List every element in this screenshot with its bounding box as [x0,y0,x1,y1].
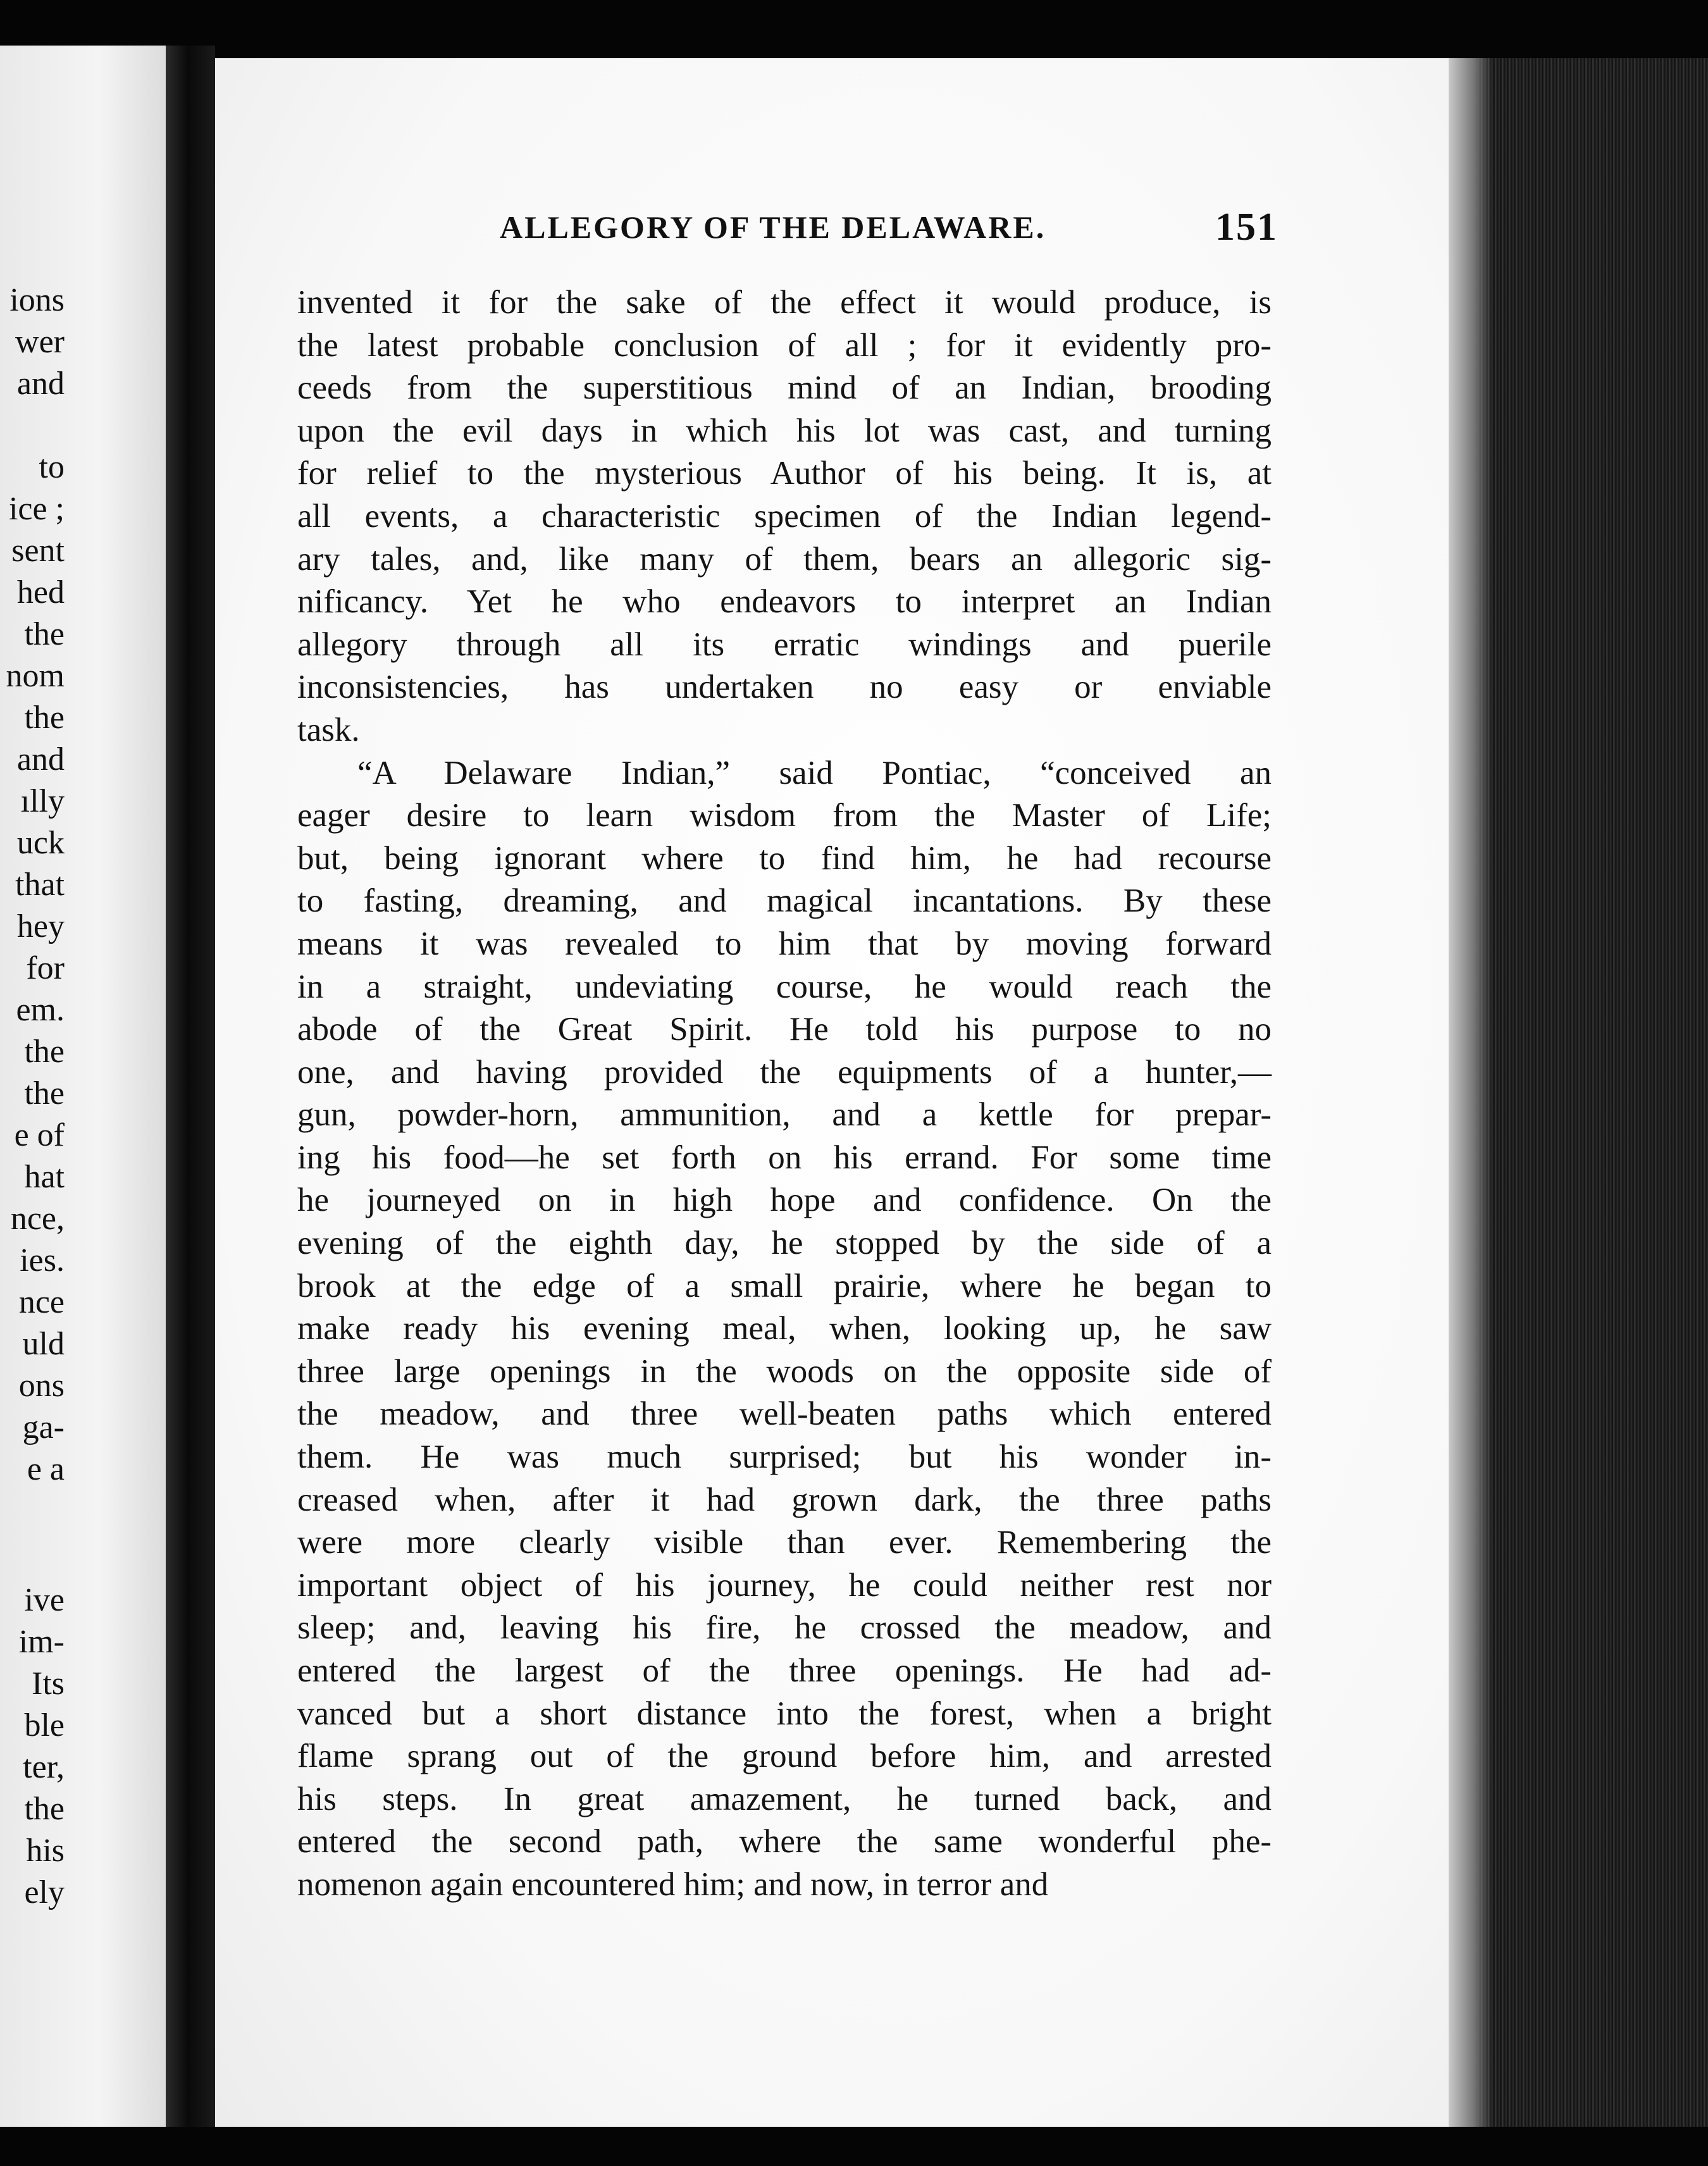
previous-page-line-fragment: hat [24,1159,65,1195]
previous-page-line-fragment [0,405,65,447]
running-head [297,206,1278,259]
previous-page-line-fragment: hed [16,574,65,610]
text-line: vanced but a short distance into the forest, when a bright [297,1695,1272,1732]
previous-page-line-fragment: that [15,867,65,903]
previous-page-line-fragment: ive [24,1582,65,1618]
previous-page-fragments-bottom [0,1580,65,1914]
previous-page-line-fragment: ons [18,1368,65,1404]
text-line: his steps. In great amazement, he turned back, and [297,1780,1272,1817]
text-line: eager desire to learn wisdom from the Master of Life; [297,797,1272,834]
previous-page-line-fragment: for [26,950,65,986]
text-line: brook at the edge of a small prairie, where he began to [297,1267,1272,1304]
previous-page-line-fragment: the [24,1034,65,1070]
previous-page-line-fragment: ılly [20,783,65,819]
previous-page-line-fragment: ies. [20,1242,65,1278]
running-title: ALLEGORY OF THE DELAWARE. [500,209,1046,245]
text-line: them. He was much surprised; but his wonder in- [297,1439,1272,1476]
previous-page-line-fragment: the [24,1075,65,1111]
previous-page-line-fragment: and [16,366,65,402]
page-number: 151 [1215,206,1278,249]
text-line: all events, a characteristic specimen of the Indian legend- [297,497,1272,535]
previous-page-line-fragment: nce [18,1284,65,1320]
text-line: to fasting, dreaming, and magical incantations. By these [297,882,1272,920]
text-line: flame sprang out of the ground before him, and arrested [297,1738,1272,1775]
previous-page-line-fragment: Its [32,1666,65,1702]
text-line: task. [297,711,360,748]
previous-page-line-fragment: ice ; [8,491,65,527]
previous-page-line-fragment: em. [16,992,65,1028]
text-line: ing his food—he set forth on his errand. For some time [297,1139,1272,1176]
previous-page-line-fragment: the [24,700,65,736]
previous-page-line-fragment: the [24,616,65,652]
text-line: important object of his journey, he could neither rest nor [297,1566,1272,1604]
previous-page-line-fragment: ble [24,1707,65,1743]
text-line: ceeds from the superstitious mind of an Indian, brooding [297,369,1272,407]
previous-page-edge [0,46,166,2127]
previous-page-line-fragment: wer [15,324,65,360]
previous-page-line-fragment: im- [18,1624,65,1660]
text-line: the latest probable conclusion of all ; for it evidently pro- [297,326,1272,364]
previous-page-line-fragment: uld [22,1326,65,1362]
text-line: nomenon again encountered him; and now, in terror and [297,1866,1049,1903]
paragraph [297,752,1272,1907]
text-line: he journeyed on in high hope and confidence. On the [297,1182,1272,1219]
body-text [297,282,1272,1907]
previous-page-line-fragment: sent [11,533,65,569]
previous-page-line-fragment: the [24,1791,65,1827]
previous-page-line-fragment: ely [24,1874,65,1910]
previous-page-line-fragment: to [39,449,65,485]
text-line: entered the second path, where the same wonderful phe- [297,1823,1272,1860]
text-line: the meadow, and three well-beaten paths which entered [297,1396,1272,1433]
text-line: were more clearly visible than ever. Remembering the [297,1524,1272,1561]
text-line: sleep; and, leaving his fire, he crossed the meadow, and [297,1609,1272,1647]
text-line: allegory through all its erratic windings and puerile [297,626,1272,663]
text-line: inconsistencies, has undertaken no easy or enviable [297,669,1272,706]
previous-page-line-fragment: ter, [23,1749,65,1785]
text-line: upon the evil days in which his lot was cast, and turning [297,412,1272,449]
text-line: abode of the Great Spirit. He told his purpose to no [297,1011,1272,1048]
text-line: evening of the eighth day, he stopped by the side of a [297,1225,1272,1262]
previous-page-line-fragment: nce, [10,1201,65,1237]
text-line: invented it for the sake of the effect it would produce, is [297,284,1272,321]
previous-page-line-fragment: uck [16,825,65,861]
text-line: make ready his evening meal, when, looking up, he saw [297,1310,1272,1347]
text-line: but, being ignorant where to find him, he had recourse [297,839,1272,877]
text-line: ary tales, and, like many of them, bears an allegoric sig- [297,540,1272,578]
previous-page-line-fragment: ions [9,282,65,318]
text-line: “A Delaware Indian,” said Pontiac, “conceived an [357,754,1272,791]
book-fore-edge [1449,58,1708,2127]
previous-page-line-fragment: e a [27,1451,65,1487]
text-line: means it was revealed to him that by moving forward [297,925,1272,962]
previous-page-line-fragment: and [16,741,65,777]
text-line: one, and having provided the equipments of a hunter,— [297,1053,1272,1091]
text-line: gun, powder-horn, ammunition, and a kettle for prepar- [297,1096,1272,1134]
book-gutter [166,46,215,2127]
previous-page-line-fragment: ga- [22,1409,65,1445]
previous-page-line-fragment: his [26,1833,65,1869]
previous-page-line-fragment: e of [14,1117,65,1153]
text-line: entered the largest of the three openings. He had ad- [297,1652,1272,1689]
paragraph [297,282,1272,752]
text-line: in a straight, undeviating course, he would reach the [297,968,1272,1005]
text-line: nificancy. Yet he who endeavors to interpret an Indian [297,583,1272,621]
text-line: creased when, after it had grown dark, the three paths [297,1481,1272,1518]
text-line: for relief to the mysterious Author of his being. It is, at [297,455,1272,492]
text-line: three large openings in the woods on the opposite side of [297,1352,1272,1390]
previous-page-line-fragment: nom [6,658,65,694]
previous-page-fragments-top [0,280,65,1490]
previous-page-line-fragment: hey [16,908,65,944]
